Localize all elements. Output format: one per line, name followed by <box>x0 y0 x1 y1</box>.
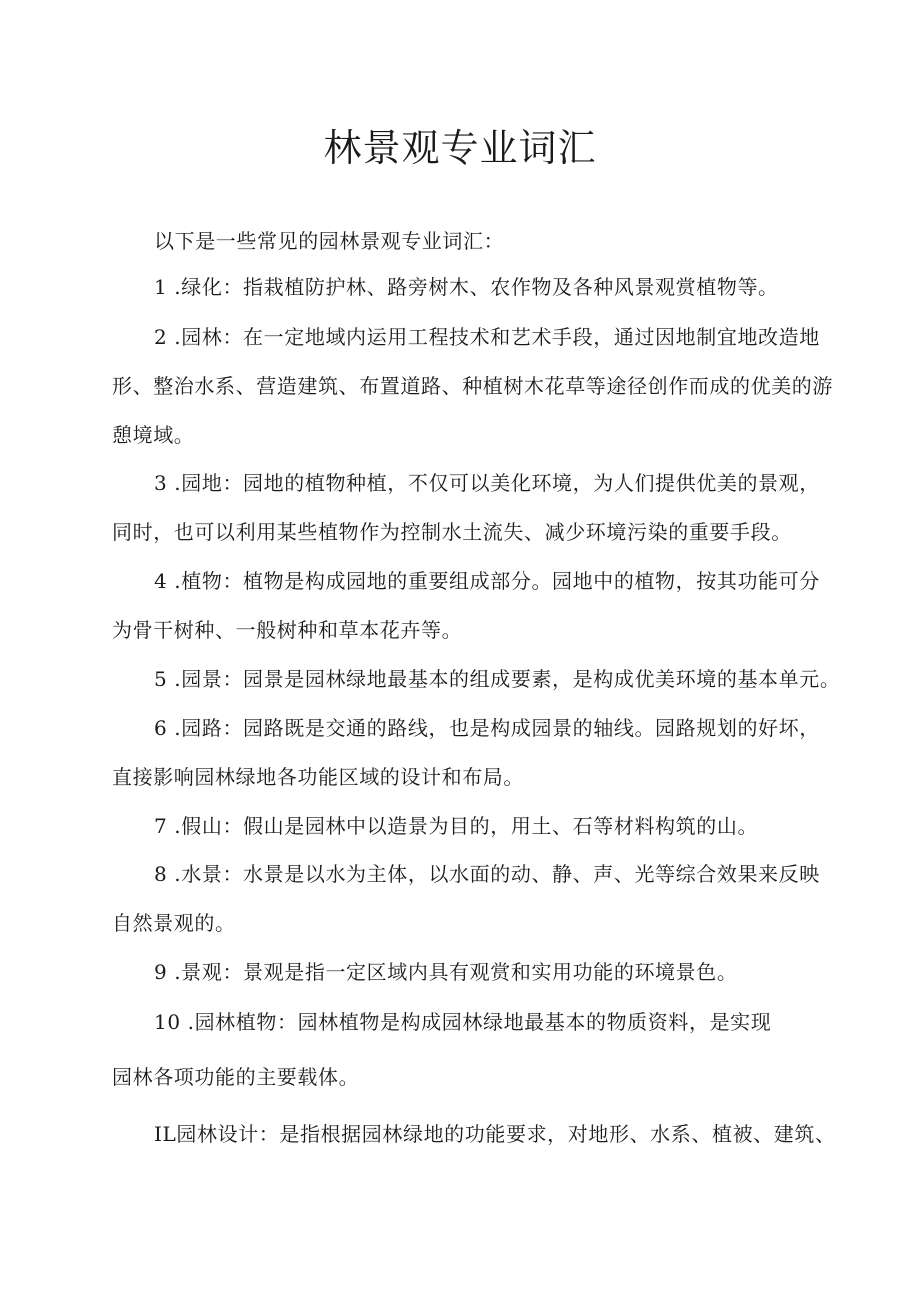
entry-line: 9 .景观：景观是指一定区域内具有观赏和实用功能的环境景色。 <box>154 960 738 984</box>
entry-line: 5 .园景：园景是园林绿地最基本的组成要素，是构成优美环境的基本单元。 <box>154 667 841 691</box>
entry-line: 直接影响园林绿地各功能区域的设计和布局。 <box>112 765 524 789</box>
entry-line: 同时，也可以利用某些植物作为控制水土流失、减少环境污染的重要手段。 <box>112 520 792 544</box>
page-title: 林景观专业词汇 <box>323 126 597 170</box>
entry-line: 3 .园地：园地的植物种植，不仅可以美化环境，为人们提供优美的景观， <box>154 471 820 495</box>
entry-line: 4 .植物：植物是构成园地的重要组成部分。园地中的植物，按其功能可分 <box>154 569 820 593</box>
entry-line: 憩境域。 <box>112 423 195 447</box>
intro-paragraph: 以下是一些常见的园林景观专业词汇： <box>154 229 505 253</box>
entry-line: 1 .绿化：指栽植防护林、路旁树木、农作物及各种风景观赏植物等。 <box>154 275 779 299</box>
entry-line: 8 .水景：水景是以水为主体，以水面的动、静、声、光等综合效果来反映 <box>154 862 820 886</box>
entry-line: 园林各项功能的主要载体。 <box>112 1065 360 1089</box>
entry-line: 6 .园路：园路既是交通的路线，也是构成园景的轴线。园路规划的好坏， <box>154 716 820 740</box>
entry-line: 10 .园林植物：园林植物是构成园林绿地最基本的物质资料，是实现 <box>154 1010 772 1034</box>
entry-line: 自然景观的。 <box>112 911 236 935</box>
entry-line: IL园林设计：是指根据园林绿地的功能要求，对地形、水系、植被、建筑、 <box>154 1122 836 1146</box>
entry-line: 7 .假山：假山是园林中以造景为目的，用土、石等材料构筑的山。 <box>154 814 759 838</box>
entry-line: 形、整治水系、营造建筑、布置道路、种植树木花草等途径创作而成的优美的游 <box>112 374 833 398</box>
entry-line: 2 .园林：在一定地域内运用工程技术和艺术手段，通过因地制宜地改造地 <box>154 325 820 349</box>
entry-line: 为骨干树种、一般树种和草本花卉等。 <box>112 618 463 642</box>
